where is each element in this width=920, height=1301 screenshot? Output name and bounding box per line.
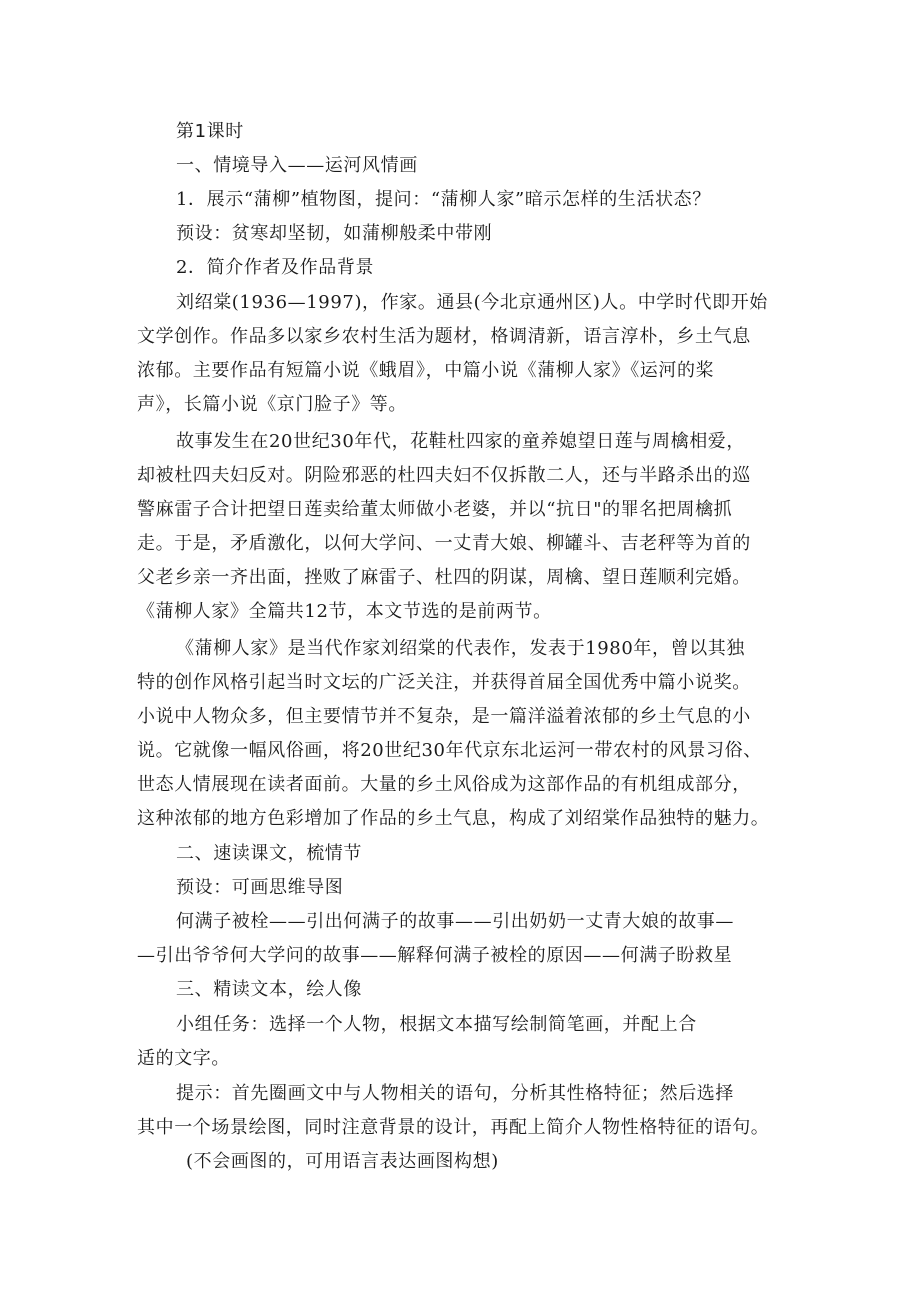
- author-para-line: 浓郁。主要作品有短篇小说《蛾眉》，中篇小说《蒲柳人家》《运河的桨: [137, 360, 715, 381]
- task-line: 小组任务：选择一个人物，根据文本描写绘制简笔画，并配上合: [176, 1014, 697, 1035]
- story-para-line: 《蒲柳人家》全篇共12节，本文节选的是前两节。: [137, 601, 552, 622]
- item-1-preset: 预设：贫寒却坚韧，如蒲柳般柔中带刚: [176, 223, 493, 244]
- section-heading-2: 二、速读课文，梳情节: [176, 843, 362, 864]
- item-2: 2．简介作者及作品背景: [176, 257, 375, 278]
- story-para-line: 警麻雷子合计把望日莲卖给董太师做小老婆，并以“抗日"的罪名把周檎抓: [137, 499, 733, 520]
- lesson-title: 第1课时: [176, 121, 244, 142]
- work-para-line: 特的创作风格引起当时文坛的广泛关注，并获得首届全国优秀中篇小说奖。: [137, 672, 751, 693]
- work-para-line: 说。它就像一幅风俗画，将20世纪30年代京东北运河一带农村的风景习俗、: [137, 740, 762, 761]
- work-para-line: 世态人情展现在读者面前。大量的乡土风俗成为这部作品的有机组成部分，: [137, 774, 751, 795]
- section-2-preset: 预设：可画思维导图: [176, 877, 344, 898]
- author-para-line: 声》，长篇小说《京门脸子》等。: [137, 394, 407, 415]
- section-heading-1: 一、情境导入——运河风情画: [176, 155, 418, 176]
- author-para-line: 刘绍棠(1936—1997)，作家。通县(今北京通州区)人。中学时代即开始: [176, 292, 768, 313]
- section-heading-3: 三、精读文本，绘人像: [176, 979, 362, 1000]
- story-para-line: 故事发生在20世纪30年代，花鞋杜四家的童养媳望日莲与周檎相爱，: [176, 431, 746, 452]
- plot-line: 何满子被栓——引出何满子的故事——引出奶奶一丈青大娘的故事—: [176, 911, 734, 932]
- work-para-line: 《蒲柳人家》是当代作家刘绍棠的代表作，发表于1980年，曾以其独: [176, 638, 746, 659]
- drawing-note: (不会画图的，可用语言表达画图构想): [186, 1151, 499, 1172]
- item-1: 1．展示“蒲柳”植物图，提问：“蒲柳人家”暗示怎样的生活状态？: [176, 189, 711, 210]
- task-line: 适的文字。: [137, 1048, 230, 1069]
- story-para-line: 却被杜四夫妇反对。阴险邪恶的杜四夫妇不仅拆散二人，还与半路杀出的巡: [137, 465, 751, 486]
- hint-line: 其中一个场景绘图，同时注意背景的设计，再配上简介人物性格特征的语句。: [137, 1117, 770, 1138]
- hint-line: 提示：首先圈画文中与人物相关的语句，分析其性格特征；然后选择: [176, 1083, 734, 1104]
- author-para-line: 文学创作。作品多以家乡农村生活为题材，格调清新，语言淳朴，乡土气息: [137, 326, 751, 347]
- story-para-line: 走。于是，矛盾激化，以何大学问、一丈青大娘、柳罐斗、吉老秤等为首的: [137, 533, 751, 554]
- story-para-line: 父老乡亲一齐出面，挫败了麻雷子、杜四的阴谋，周檎、望日莲顺利完婚。: [137, 567, 751, 588]
- work-para-line: 这种浓郁的地方色彩增加了作品的乡土气息，构成了刘绍棠作品独特的魅力。: [137, 808, 770, 829]
- plot-line: —引出爷爷何大学问的故事——解释何满子被栓的原因——何满子盼救星: [137, 945, 733, 966]
- work-para-line: 小说中人物众多，但主要情节并不复杂，是一篇洋溢着浓郁的乡土气息的小: [137, 706, 751, 727]
